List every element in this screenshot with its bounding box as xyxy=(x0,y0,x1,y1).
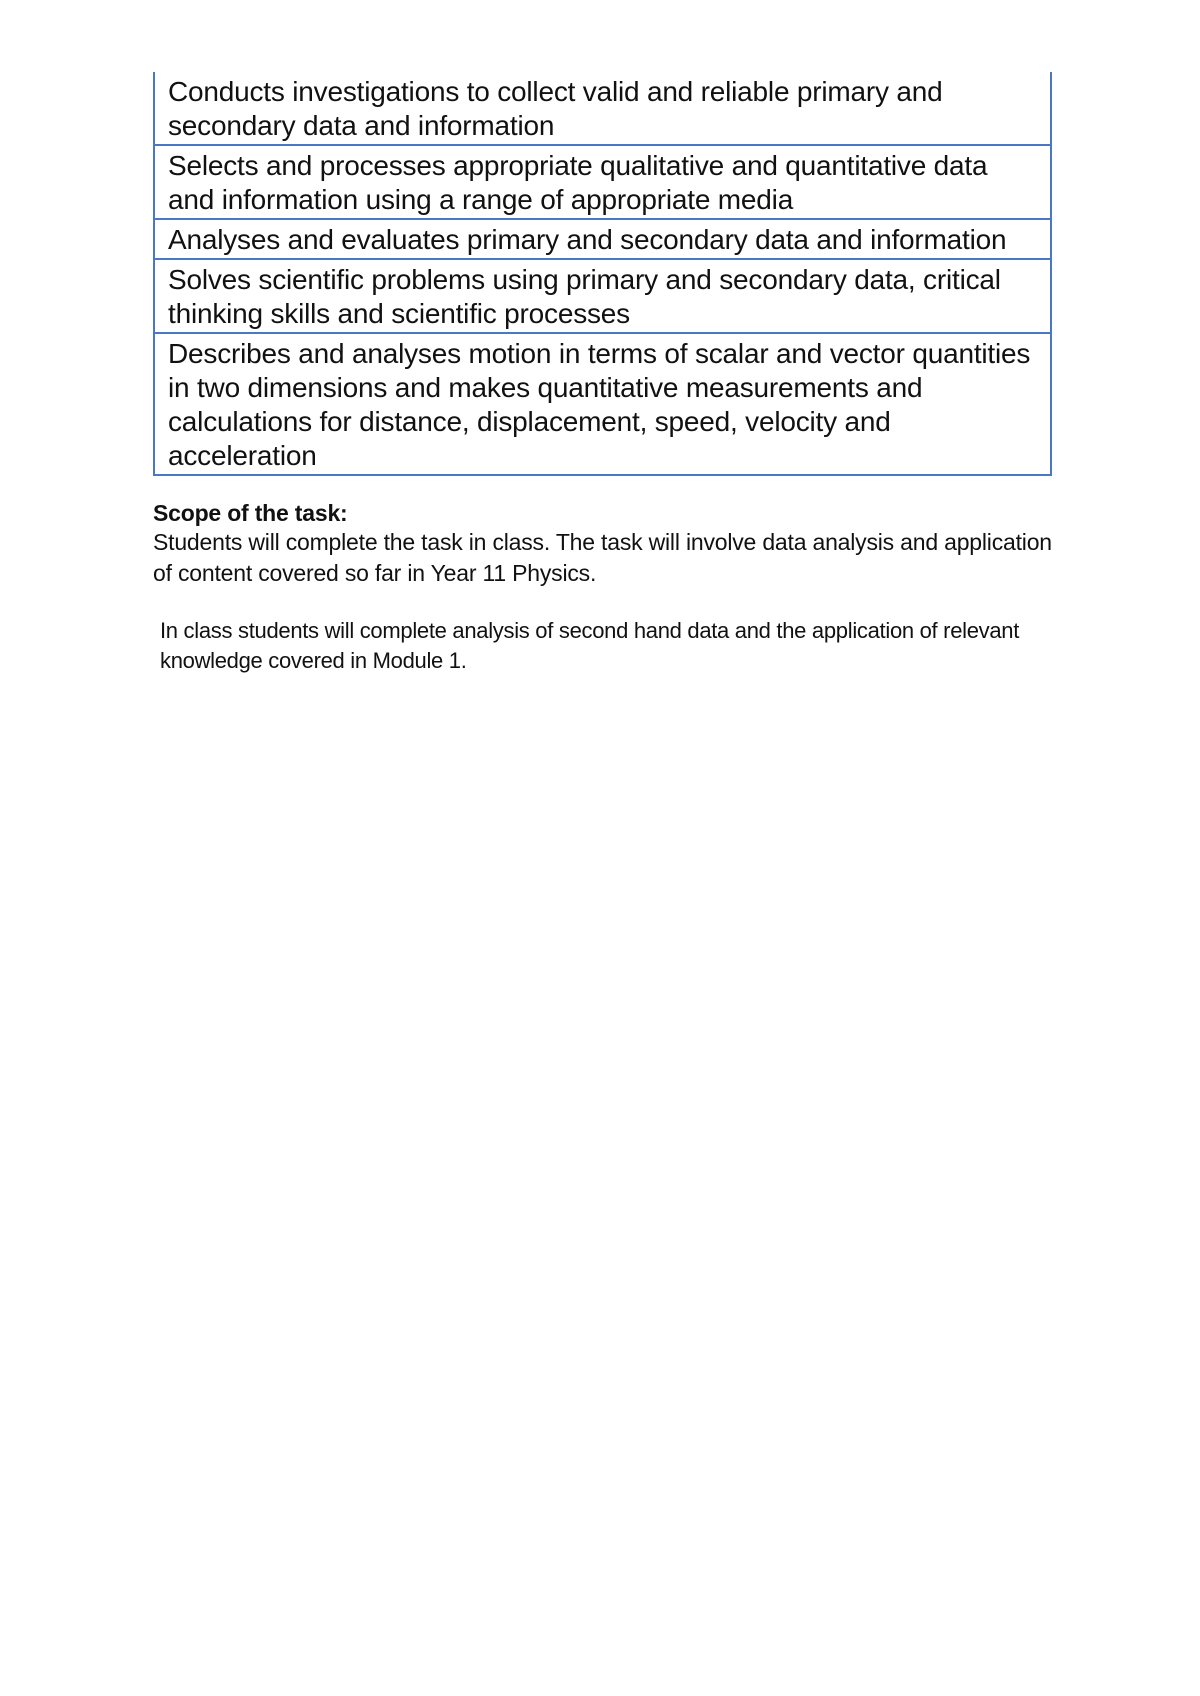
table-row xyxy=(154,219,1051,259)
outcome-cell: Selects and processes appropriate qualitative and quantitative data and information using a range of appropriate media xyxy=(154,145,1051,219)
table-row xyxy=(154,72,1051,145)
outcomes-table xyxy=(153,72,1052,476)
outcome-cell: Solves scientific problems using primary and secondary data, critical thinking skills and scientific processes xyxy=(154,259,1051,333)
outcome-cell: Conducts investigations to collect valid and reliable primary and secondary data and information xyxy=(154,72,1051,145)
table-row xyxy=(154,333,1051,475)
scope-heading: Scope of the task: xyxy=(153,500,348,526)
scope-description: Students will complete the task in class. The task will involve data analysis and application of content covered so far in Year 11 Physics. xyxy=(153,529,1052,586)
outcome-cell: Analyses and evaluates primary and secondary data and information xyxy=(154,219,1051,259)
outcome-cell: Describes and analyses motion in terms of scalar and vector quantities in two dimensions and makes quantitative measurements and calculations for distance, displacement, speed, velocity and acceleration xyxy=(154,333,1051,475)
table-row xyxy=(154,259,1051,333)
table-row xyxy=(154,145,1051,219)
in-class-description: In class students will complete analysis of second hand data and the application of relevant knowledge covered in Module 1. xyxy=(160,618,1020,673)
